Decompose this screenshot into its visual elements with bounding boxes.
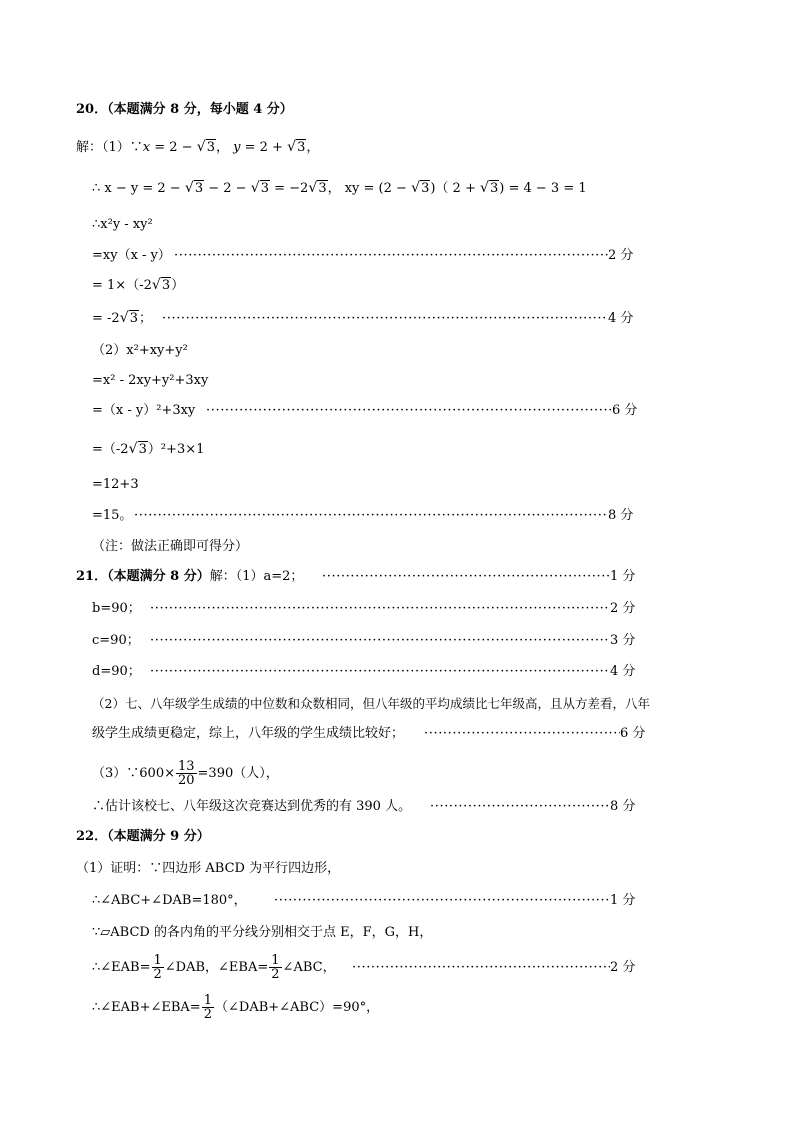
q21-line-7: （3）∵600× $\frac{13}{20}$ =390（人）， xyxy=(92,759,279,788)
sqrt-3: √ 3 xyxy=(287,139,306,155)
sqrt-3: √ 3 xyxy=(250,180,269,196)
fraction-half: $\frac{1}{2}$ xyxy=(271,953,280,982)
sqrt-3: √ 3 xyxy=(196,139,215,155)
q21-line-8: ∴估计该校七、八年级这次竞赛达到优秀的有 390 人。 xyxy=(92,799,412,814)
score-mark: 1 分 xyxy=(610,569,636,584)
q20-line-5: = 1×（-2 √ 3） xyxy=(92,273,184,299)
q20-header: 20．（本题满分 8 分，每小题 4 分） xyxy=(76,102,293,117)
q20-line-8: =x² - 2xy+y²+3xy xyxy=(92,373,209,388)
fraction: $\frac{13}{20}$ xyxy=(177,759,195,788)
sqrt-3: √ 3 xyxy=(308,180,327,196)
q20-line-12: =15。 xyxy=(92,508,133,523)
score-mark: 8 分 xyxy=(608,508,634,523)
q22-line-4: ∴∠EAB= $\frac{1}{2}$ ∠DAB，∠EBA= $\frac{1}{2}$ ∠ABC， xyxy=(92,953,336,982)
q22-line-2: ∴∠ABC+∠DAB=180°， xyxy=(92,893,247,908)
q20-line-11: =12+3 xyxy=(92,477,139,492)
sqrt-3: √ 3 xyxy=(411,180,430,196)
leader-dots xyxy=(322,564,610,590)
score-mark: 2 分 xyxy=(610,960,636,975)
score-mark: 6 分 xyxy=(620,726,646,741)
leader-dots xyxy=(174,243,608,269)
fraction-half: $\frac{1}{2}$ xyxy=(203,993,212,1022)
score-mark: 4 分 xyxy=(610,664,636,679)
q20-line-9: =（x - y）²+3xy xyxy=(92,403,196,418)
q20-line-1: 解：（1）∵x = 2 − √ 3， y = 2 + √ 3， xyxy=(76,135,319,161)
q20-line-7: （2）x²+xy+y² xyxy=(92,343,188,358)
leader-dots xyxy=(150,659,610,685)
q20-line-6: = -2 √ 3； xyxy=(92,306,152,332)
leader-dots xyxy=(274,888,610,914)
leader-dots xyxy=(424,721,620,747)
sqrt-3: √ 3 xyxy=(184,180,204,196)
leader-dots xyxy=(162,306,608,332)
leader-dots xyxy=(134,503,608,529)
q21-line-3: c=90； xyxy=(92,633,140,648)
q21-line-6: 级学生成绩更稳定，综上，八年级的学生成绩比较好； xyxy=(92,726,405,741)
q22-header: 22．（本题满分 9 分） xyxy=(76,829,210,844)
q20-line-10: =（-2 √ 3）²+3×1 xyxy=(92,437,204,463)
q20-line-3: ∴x²y - xy² xyxy=(92,217,153,232)
leader-dots xyxy=(352,955,610,981)
q21-line-1: 21．（本题满分 8 分）解：（1）a=2； xyxy=(76,569,304,584)
leader-dots xyxy=(206,398,612,424)
q22-line-1: （1）证明：∵四边形 ABCD 为平行四边形， xyxy=(76,861,341,876)
score-mark: 2 分 xyxy=(610,601,636,616)
leader-dots xyxy=(150,628,610,654)
q21-line-5: （2）七、八年级学生成绩的中位数和众数相同，但八年级的平均成绩比七年级高，且从方差看，八年 xyxy=(92,696,650,711)
q21-line-4: d=90； xyxy=(92,664,141,679)
score-mark: 1 分 xyxy=(610,893,636,908)
leader-dots xyxy=(150,596,610,622)
score-mark: 3 分 xyxy=(610,633,636,648)
sqrt-3: √ 3 xyxy=(479,180,499,196)
score-mark: 6 分 xyxy=(612,403,638,418)
q20-line-2: ∴ x − y = 2 − √ 3 − 2 − √ 3 = −2 √ 3， xy = (2 − √ 3)（ 2 + √ 3) = 4 − 3 = 1 xyxy=(92,176,587,202)
score-mark: 8 分 xyxy=(610,799,636,814)
q20-note: （注：做法正确即可得分） xyxy=(92,539,249,554)
sqrt-3: √ 3 xyxy=(128,441,147,457)
fraction-half: $\frac{1}{2}$ xyxy=(153,953,162,982)
q21-line-2: b=90； xyxy=(92,601,141,616)
q20-line-4: =xy（x - y） xyxy=(92,248,171,263)
leader-dots xyxy=(430,794,610,820)
score-mark: 2 分 xyxy=(608,248,634,263)
q22-line-5: ∴∠EAB+∠EBA= $\frac{1}{2}$ （∠DAB+∠ABC）=90°， xyxy=(92,993,380,1022)
score-mark: 4 分 xyxy=(608,311,634,326)
sqrt-3: √ 3 xyxy=(151,277,171,293)
sqrt-3: √ 3 xyxy=(119,310,138,326)
q22-line-3: ∵▱ABCD 的各内角的平分线分别相交于点 E，F，G，H， xyxy=(92,925,433,940)
